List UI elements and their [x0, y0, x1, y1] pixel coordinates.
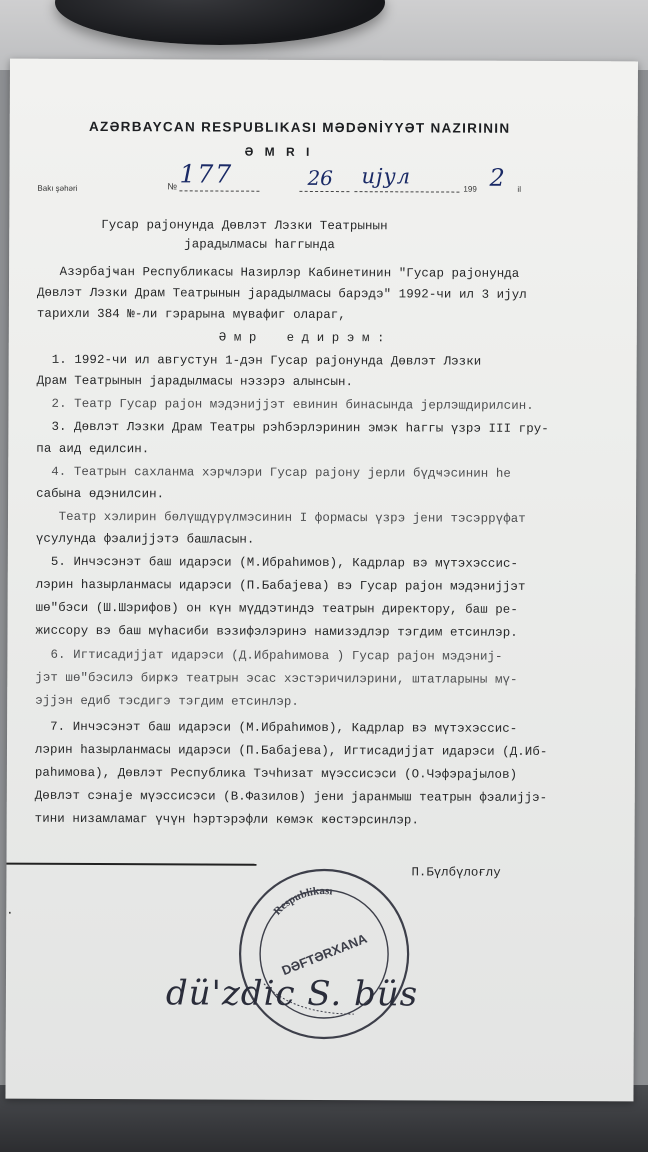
- body-line: тарихли 384 №-ли гэрарына мүвафиг олараг,: [36, 306, 346, 323]
- title-line-1: Гусар рајонунда Дөвлэт Лэзки Театрынын: [101, 218, 388, 234]
- year-prefix: 199: [463, 184, 477, 194]
- order-month: ијул: [361, 164, 412, 189]
- order-year: 2: [489, 163, 505, 192]
- body-line: шө"бэси (Ш.Шэрифов) он күн мүддэтиндэ театрын директору, баш ре-: [35, 600, 518, 617]
- stamp-top-text: Respublikası: [271, 884, 334, 918]
- body-line: 3. Дөвлэт Лэзки Драм Театры рэһбэрлэринин эмэк һаггы үзрэ III гру-: [36, 419, 549, 436]
- body-line: 4. Театрын сахланма хэрҹлэри Гусар рајону јерли бүдҹэсинин һе: [36, 464, 511, 481]
- body-line: эјјэн едиб тэсдигэ тэгдим етсинлэр.: [35, 693, 299, 709]
- handwritten-note: dü'zdic S. büs: [165, 973, 419, 1015]
- order-word: Ә м р е д и р э м :: [218, 330, 385, 346]
- body-line: тини низамламаг үчүн һэртэрэфли көмэк ҝөстэрсинлэр.: [34, 811, 420, 828]
- ministry-heading: AZƏRBAYCAN RESPUBLIKASI MƏDƏNİYYƏT NAZIRININ: [88, 118, 511, 136]
- body-line: Драм Театрынын јарадылмасы нэзэрэ алынсын.: [36, 373, 354, 390]
- body-line: сабына өдэнилсин.: [36, 486, 165, 502]
- body-line: 6. Игтисадијјат идарэси (Д.Ибраһимова ) Гусар рајон мэдэниј-: [35, 647, 503, 664]
- body-line: Азэрбајҹан Республикасы Назирлэр Кабинетинин "Гусар рајонунда: [37, 264, 520, 281]
- day-line: [299, 191, 349, 192]
- signature-rule: [6, 863, 256, 866]
- body-line: Театр хэлирин бөлүшдүрүлмэсинин I формасы үзрэ јени тэсэррүфат: [35, 509, 526, 526]
- order-heading: Ə M R I: [244, 144, 314, 159]
- signer-name: П.Бүлбүлоғлу: [411, 865, 501, 880]
- margin-mark: .: [6, 903, 14, 918]
- body-line: Дөвлэт Лэзки Драм Театрынын јарадылмасы барэдэ" 1992-чи ил 3 ијул: [36, 285, 527, 302]
- title-line-2: јарадылмасы һаггында: [184, 237, 335, 253]
- number-label: №: [167, 181, 178, 192]
- body-line: раһимова), Дөвлэт Республика Тэчһизат мүэссисэси (О.Чэфэрајылов): [34, 765, 518, 782]
- body-line: үсулунда фэалијјэтэ башласын.: [35, 531, 255, 547]
- order-day: 26: [307, 165, 333, 191]
- body-line: 7. Инчэсэнэт баш идарэси (М.Ибраһимов), Кадрлар вэ мүтэхэссис-: [35, 719, 518, 736]
- year-suffix: il: [517, 184, 522, 194]
- body-line: 5. Инчэсэнэт баш идарэси (М.Ибраһимов), Кадрлар вэ мүтэхэссис-: [35, 554, 519, 571]
- body-line: 1. 1992-чи ил августун 1-дэн Гусар рајонунда Дөвлэт Лэзки: [36, 352, 482, 369]
- body-line: Дөвлэт сэнаје мүэссисэси (В.Фазилов) јени јаранмыш театрын фэалијјэ-: [34, 788, 548, 805]
- body-line: 2. Театр Гусар рајон мэдэнијјэт евинин бинасында јерлэшдирилсин.: [36, 396, 534, 413]
- number-line: [179, 190, 259, 191]
- city-label: Bakı şəhəri: [37, 183, 78, 193]
- office-stamp: [234, 864, 415, 1045]
- body-line: лэрин һазырланмасы идарэси (П.Бабајева) вэ Гусар рајон мэдэнијјэт: [35, 577, 526, 594]
- body-line: јэт шө"бэсилэ бирҝэ театрын эсас хэстэричилэрини, штатларыны мү-: [35, 670, 518, 687]
- body-line: па аид едилсин.: [36, 441, 150, 457]
- month-line: [354, 191, 459, 192]
- body-line: лэрин һазырланмасы идарэси (П.Бабајева), Игтисадијјат идарэси (Д.Иб-: [34, 742, 548, 759]
- body-line: жиссору вэ баш мүһасиби вэзифэлэринэ намизэдлэр тэгдим етсинлэр.: [35, 623, 518, 640]
- stamp-center-text: DƏFTƏRXANA: [279, 930, 370, 979]
- document-page: [5, 59, 638, 1102]
- order-number: 177: [179, 159, 234, 189]
